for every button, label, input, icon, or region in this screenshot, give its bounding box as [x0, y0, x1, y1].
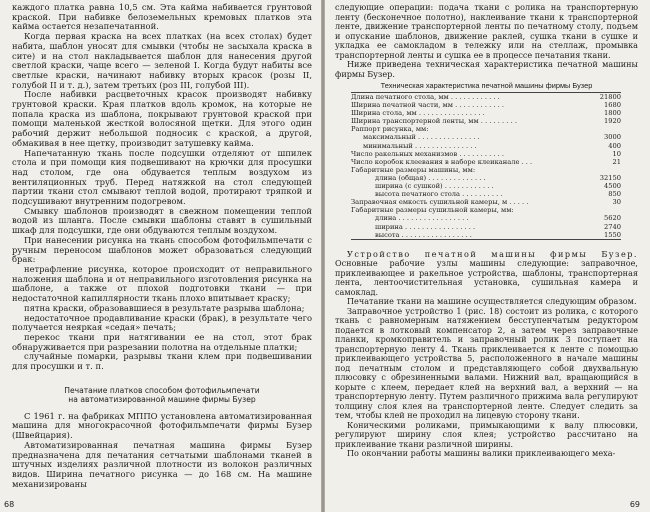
paragraph: Автоматизированная печатная машина фирмы Бузер предназначена для печатания сетчатыми шаблонами тканей в штучных изделиях различной плотности из волокон различных видов. Ширина печатного рисунка — до 168 см. На машине механизированы	[12, 439, 312, 489]
spec-label: максимальный . . . . . . . . . . . . . . .	[363, 133, 480, 142]
paragraph: Напечатанную ткань после подсушки отделяют от шпилек стола и при помощи кия подвешивают на крючки для просушки над столом, где она обдувается теплым воздухом из вентиляционных труб. Перед натяжкой на стол следующей партии ткани стол смывают теплой водой, протирают тряпкой и подсушивают внутренним подогревом.	[12, 147, 312, 207]
spec-row	[351, 158, 621, 166]
paragraph: недостаточное продавливание краски (брак), в результате чего получается неяркая «седая» печать;	[12, 312, 312, 333]
paragraph: Смывку шаблонов производят в свежном помещении теплой водой из шланга. После смывки шаблоны ставят в сушильный шкаф для подсушки, где они обдуваются теплым воздухом.	[12, 205, 312, 236]
left-page	[0, 0, 321, 512]
left-page-column	[12, 3, 312, 489]
spec-row	[351, 101, 621, 109]
spec-table-body	[351, 93, 621, 240]
spec-value: 1920	[603, 117, 621, 126]
spec-value	[581, 125, 621, 133]
spec-label: Ширина стола, мм . . . . . . . . . . . . . . . .	[351, 109, 485, 118]
paragraph: нетрафление рисунка, которое происходит от неправильного наложения шаблона и от неправильного изготовления рисунка на шаблоне, а также от плохой подготовки ткани — при недостаточной капиллярности ткань плохо впитывает краску;	[12, 263, 312, 304]
spec-row	[351, 166, 621, 174]
spec-label: ширина (с сушкой) . . . . . . . . . . . .	[375, 182, 494, 191]
spec-value: 1800	[603, 109, 621, 118]
spec-value: 400	[608, 141, 621, 150]
spec-value: 10	[612, 149, 621, 158]
spec-value: 1550	[603, 230, 621, 239]
spec-row	[351, 182, 621, 190]
section-body: Основные рабочие узлы машины следующие: заправочное, приклеивающее и ракельное устройства, шаблоны, транспортерная лента, лентоочистительная установка, сушильная камера и самоклад.	[335, 258, 638, 297]
paragraph: По окончании работы машины валики приклеивающего меха-	[347, 448, 616, 459]
spec-value	[581, 166, 621, 174]
spec-label: Число коробок клеевания в наборе клеиканале . . .	[351, 157, 533, 166]
spec-label: ширина . . . . . . . . . . . . . . . . .	[375, 222, 476, 231]
spec-row	[351, 93, 621, 102]
paragraph: При нанесении рисунка на ткань способом фотофильмпечати с ручным переносом шаблонов может образоваться следующий брак:	[12, 234, 312, 265]
section-title: Устройство печатной машины фирмы Бузер.	[347, 248, 638, 259]
spec-label: Габаритные размеры машины, мм:	[351, 165, 476, 174]
spec-value: 21	[612, 157, 621, 166]
paragraph: Заправочное устройство 1 (рис. 18) состоит из ролика, с которого ткань с равномерным натяжением бесступенчатым редуктором подается в лотковый компенсатор 2, а затем через заправочные планки, кромкоправитель и заправочный ролик 3 поступает на транспортерную ленту 4. Ткань приклеивается к ленте с помощью приклеивающего устройства 5, расположенного в начале машины под печатным столом и представляющего собой двухвальную плюсовку с обрезиненными валами. Нижний вал, вращающийся в корыте с клеем, передает клей на верхний вал, а верхний — на транспортерную ленту. Путем различного прижима вала регулируют толщину слоя клея на транспортерной ленте. Следует следить за тем, чтобы клей не проходил на лицевую сторону ткани.	[335, 305, 638, 421]
paragraph: Ниже приведена техническая характеристика печатной машины фирмы Бузер.	[335, 59, 638, 79]
spec-row	[351, 190, 621, 198]
page-number: 69	[629, 500, 640, 509]
page-number: 68	[4, 500, 15, 509]
paragraph	[335, 250, 638, 298]
spec-row	[351, 206, 621, 214]
spec-row	[351, 223, 621, 231]
paragraph: После набивки расцветочных красок производят набивку грунтовой краски. Края платков вдоль кромок, на которые не попала краска из шаблона, покрывают грунтовой краской при помощи маленькой жесткой волосяной щетки. Для этого один рабочий держит небольшой подносик с краской, а другой, обмакивая в нее щетку, производит затушевку кайма.	[12, 89, 312, 148]
spec-row	[351, 133, 621, 141]
spec-label: Ширина транспортерной ленты, мм . . . . . . . . .	[351, 117, 517, 126]
spec-row	[351, 109, 621, 117]
spec-value: 3000	[603, 133, 621, 142]
spec-label: Число ракельных механизмов . . . . . . . . . . .	[351, 149, 504, 158]
spec-row	[351, 125, 621, 133]
spec-value: 4500	[603, 182, 621, 191]
spec-row	[351, 231, 621, 240]
spec-label: длина (общая) . . . . . . . . . . . . . .	[375, 173, 486, 182]
spec-row	[351, 198, 621, 206]
spec-value: 850	[608, 190, 621, 199]
spec-row	[351, 174, 621, 182]
spec-label: длина . . . . . . . . . . . . . . . . .	[375, 214, 469, 223]
right-page-column	[335, 3, 638, 459]
paragraph: пятна краски, образовавшиеся в результате разрыва шаблона;	[24, 302, 305, 313]
spec-value	[581, 206, 621, 214]
section-heading-line: на автоматизированной машине фирмы Бузер	[68, 394, 256, 404]
section-heading	[12, 386, 312, 404]
paragraph: Когда первая краска на всех платках (на всех столах) будет набита, шаблон уносят для смывки (чтобы не засыхала краска в сите) и на стол накладывается шаблон для нанесения другой светлой краски, чаще всего — зеленой I. Когда будут набиты все светлые краски, начинают набивку вторых красок (розы II, голубой II и т. д.), затем третьих (роз III, голубой III).	[12, 31, 312, 90]
spec-value: 1680	[603, 101, 621, 110]
spec-value: 2740	[603, 222, 621, 231]
right-page	[325, 0, 650, 512]
spec-table	[351, 92, 621, 240]
spec-label: минимальный . . . . . . . . . . . . . . .	[363, 141, 477, 150]
spec-label: Ширина печатной части, мм . . . . . . . . . . . .	[351, 101, 504, 110]
spec-row	[351, 117, 621, 125]
spec-label: высота . . . . . . . . . . . . . . . . .	[375, 230, 472, 239]
spec-row	[351, 150, 621, 158]
spec-label: Заправочная емкость сушильной камеры, м . . . . .	[351, 198, 529, 207]
paragraph: каждого платка равна 10,5 см. Эта кайма набивается грунтовой краской. При набивке белоземельных кремовых платков эта кайма остается незапечатанной.	[12, 2, 312, 32]
paragraph: Печатание ткани на машине осуществляется следующим образом.	[347, 296, 637, 307]
spec-value: 30	[612, 198, 621, 207]
spec-row	[351, 214, 621, 222]
spec-value: 5620	[603, 214, 621, 223]
paragraph: случайные помарки, разрывы ткани клем при подвешивании для просушки и т. п.	[12, 351, 312, 372]
spec-label: Габаритные размеры сушильной камеры, мм:	[351, 206, 514, 215]
spec-value: 21800	[599, 93, 621, 101]
paragraph: следующие операции: подача ткани с ролика на транспортерную ленту (бесконечное полотно), наклеивание ткани к транспортерной ленте, движение транспортерной ленты по печатному столу, подъем и опускание шаблонов, движение раклей, сушка ткани в сушке и укладка ее самокладом в тележку или на стеллаж, промывка транспортерной ленты и сушка ее в процессе печатания ткани.	[335, 2, 638, 60]
paragraph: Коническими роликами, примыкающими к валу плюсовки, регулируют ширину слоя клея; устройство рассчитано на приклеивание ткани различной ширины.	[335, 419, 638, 449]
spec-label: Длина печатного стола, мм . . . . . . . . . . . .	[351, 93, 500, 101]
section-heading-line: Печатание платков способом фотофильмпечати	[64, 385, 260, 395]
spec-row	[351, 142, 621, 150]
paragraph: перекос ткани при натягивании ее на стол, этот брак обнаруживается при разрезании полотна на отдельные платки;	[12, 331, 312, 352]
spec-label: Раппорт рисунка, мм:	[351, 125, 429, 134]
paragraph: С 1961 г. на фабриках МППО установлена автоматизированная машина для многокрасочной фотофильмпечати фирмы Бузер (Швейцария).	[12, 410, 312, 441]
table-caption: Техническая характеристика печатной машины фирмы Бузер	[380, 81, 593, 90]
spec-label: высота печатного стола . . . . . . . . . .	[375, 190, 503, 199]
spec-value: 32150	[599, 173, 621, 182]
